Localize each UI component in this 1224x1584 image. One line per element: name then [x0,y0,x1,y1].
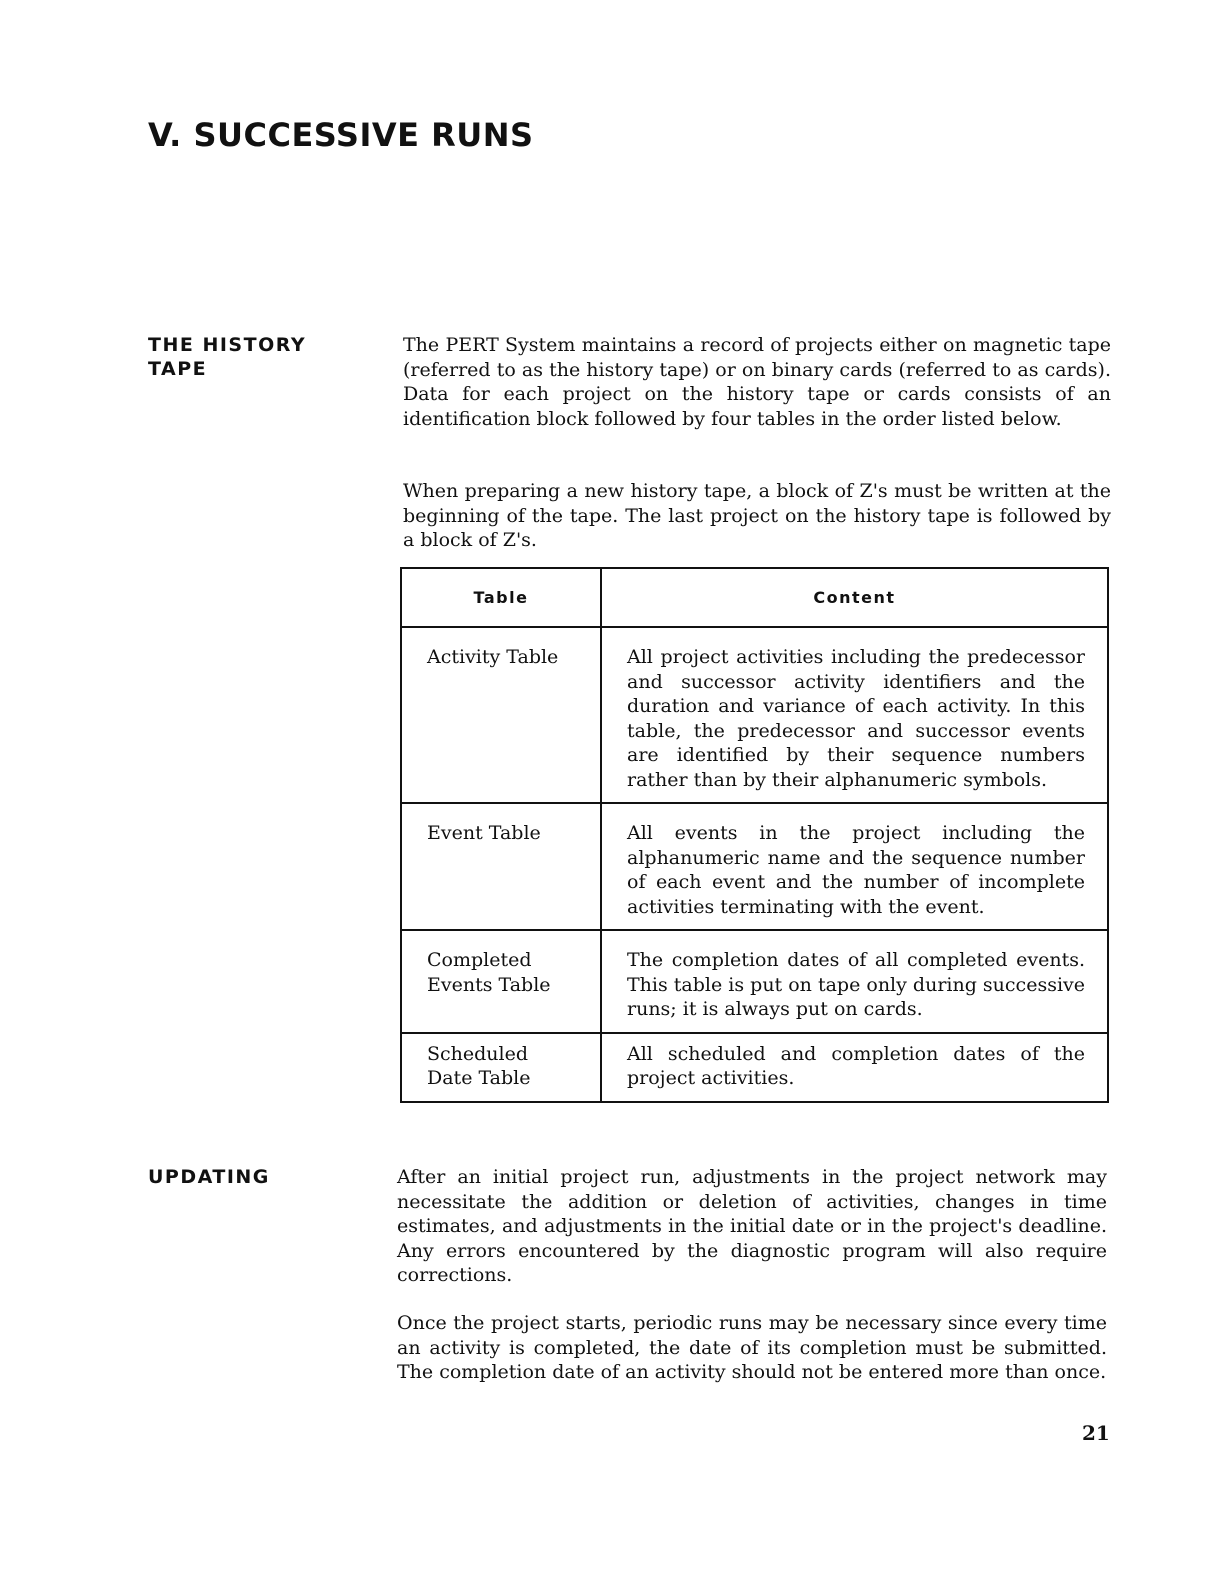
updating-paragraph-1: After an initial project run, adjustments in the project network may necessitate the addition or deletion of activities, changes in time estimates, and adjustments in the initial date or in the project's deadline. Any errors encountered by the diagnostic program will also require corrections. [397,1166,1107,1286]
history-tape-heading [148,333,306,381]
updating-heading: UPDATING [148,1166,270,1188]
table-name-line2: Date Table [427,1067,531,1089]
history-tape-heading-line2: TAPE [148,358,208,380]
table-header-row [401,568,1108,627]
table-content-cell: The completion dates of all completed events. This table is put on tape only during successive runs; it is always put on cards. [601,930,1108,1033]
table-row [401,930,1108,1033]
history-tables-table [400,567,1109,1103]
table-content-cell: All events in the project including the alphanumeric name and the sequence number of each event and the number of incomplete activities terminating with the event. [601,803,1108,930]
table-name-line1: Completed [427,949,532,971]
table-content-cell: All project activities including the predecessor and successor activity identifiers and the duration and variance of each activity. In this table, the predecessor and successor events are identified by their sequence numbers rather than by their alphanumeric symbols. [601,627,1108,803]
table-name-line1: Scheduled [427,1042,529,1065]
table-name-cell [401,1033,601,1102]
table-name-line1: Event Table [427,822,541,844]
table-row [401,1033,1108,1102]
page-number: 21 [1082,1421,1110,1445]
table-name-cell [401,803,601,930]
updating-paragraph-2: Once the project starts, periodic runs may be necessary since every time an activity is completed, the date of its completion must be submitted. The completion date of an activity should not be entered more than once. [397,1312,1107,1383]
chapter-title: V. SUCCESSIVE RUNS [148,116,534,154]
history-tape-heading-line1: THE HISTORY [148,334,307,356]
history-tape-paragraph-1: The PERT System maintains a record of projects either on magnetic tape (referred to as the history tape) or on binary cards (referred to as cards). Data for each project on the history tape or cards consists of an identification block followed by four tables in the order listed below. [403,334,1111,430]
table-content-cell: All scheduled and completion dates of the project activities. [601,1033,1108,1102]
table-name-line1: Activity Table [427,646,559,668]
table-row [401,627,1108,803]
table-name-line2: Events Table [427,973,551,996]
table-name-cell [401,930,601,1033]
table-row [401,803,1108,930]
column-header-content: Content [601,568,1108,627]
table-name-cell [401,627,601,803]
column-header-table: Table [401,568,601,627]
history-tape-paragraph-2: When preparing a new history tape, a block of Z's must be written at the beginning of the tape. The last project on the history tape is followed by a block of Z's. [403,480,1111,551]
